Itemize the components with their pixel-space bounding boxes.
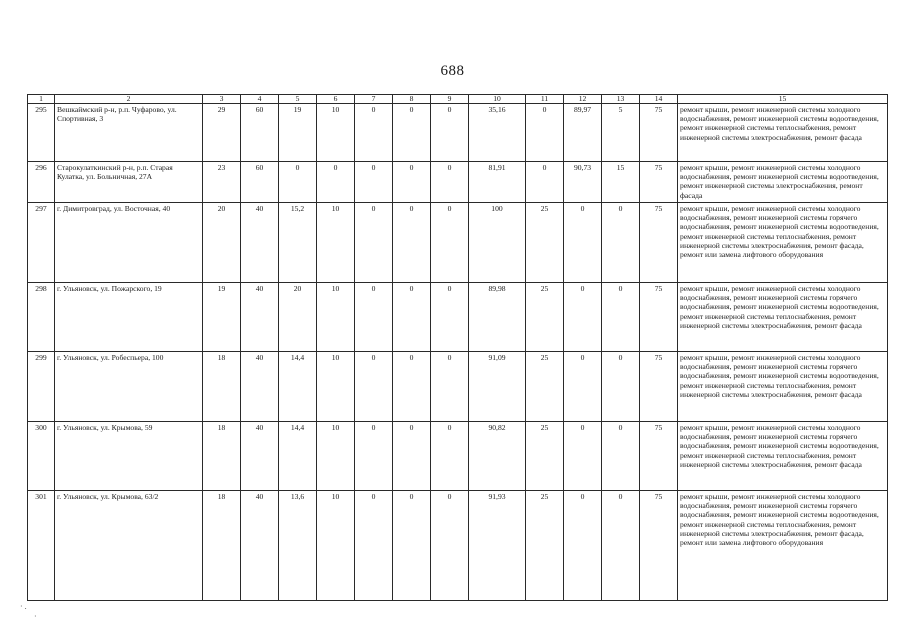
cell-col-8: 0 xyxy=(393,491,431,601)
cell-col-5: 20 xyxy=(279,283,317,352)
cell-work-types: ремонт крыши, ремонт инженерной системы холодного водоснабжения, ремонт инженерной системы горячего водоснабжения, ремонт инженерной системы водоотведения, ремонт инженерной системы теплоснабжения, ремонт инженерной системы электроснабжения, ремонт фасада, ремонт или замена лифтового оборудования xyxy=(678,203,888,283)
column-header-11: 11 xyxy=(526,95,564,104)
column-header-9: 9 xyxy=(431,95,469,104)
cell-row-number: 301 xyxy=(28,491,55,601)
cell-col-13: 15 xyxy=(602,162,640,203)
column-header-7: 7 xyxy=(355,95,393,104)
cell-address: г. Димитровград, ул. Восточная, 40 xyxy=(55,203,203,283)
column-header-5: 5 xyxy=(279,95,317,104)
cell-col-8: 0 xyxy=(393,422,431,491)
cell-col-7: 0 xyxy=(355,203,393,283)
cell-col-13: 0 xyxy=(602,283,640,352)
cell-col-3: 20 xyxy=(203,203,241,283)
cell-col-5: 13,6 xyxy=(279,491,317,601)
cell-col-9: 0 xyxy=(431,491,469,601)
cell-col-4: 40 xyxy=(241,422,279,491)
column-number-header-row xyxy=(28,95,888,104)
cell-col-8: 0 xyxy=(393,162,431,203)
cell-work-types: ремонт крыши, ремонт инженерной системы холодного водоснабжения, ремонт инженерной системы водоотведения, ремонт инженерной системы теплоснабжения, ремонт инженерной системы электроснабжения, ремонт фасада xyxy=(678,104,888,162)
cell-col-10: 35,16 xyxy=(469,104,526,162)
cell-col-5: 15,2 xyxy=(279,203,317,283)
column-header-10: 10 xyxy=(469,95,526,104)
cell-col-4: 40 xyxy=(241,491,279,601)
cell-col-5: 14,4 xyxy=(279,422,317,491)
cell-address: г. Ульяновск, ул. Робеспьера, 100 xyxy=(55,352,203,422)
cell-col-7: 0 xyxy=(355,422,393,491)
cell-col-12: 90,73 xyxy=(564,162,602,203)
cell-row-number: 300 xyxy=(28,422,55,491)
cell-row-number: 298 xyxy=(28,283,55,352)
cell-col-4: 40 xyxy=(241,352,279,422)
cell-col-6: 0 xyxy=(317,162,355,203)
cell-col-14: 75 xyxy=(640,283,678,352)
cell-col-5: 0 xyxy=(279,162,317,203)
table-row xyxy=(28,203,888,283)
cell-col-11: 0 xyxy=(526,162,564,203)
column-header-15: 15 xyxy=(678,95,888,104)
cell-col-7: 0 xyxy=(355,352,393,422)
cell-col-12: 0 xyxy=(564,203,602,283)
cell-col-7: 0 xyxy=(355,104,393,162)
cell-col-8: 0 xyxy=(393,283,431,352)
cell-col-8: 0 xyxy=(393,104,431,162)
cell-col-10: 91,93 xyxy=(469,491,526,601)
cell-col-11: 25 xyxy=(526,283,564,352)
column-header-12: 12 xyxy=(564,95,602,104)
cell-col-13: 0 xyxy=(602,203,640,283)
cell-row-number: 296 xyxy=(28,162,55,203)
cell-col-6: 10 xyxy=(317,352,355,422)
cell-col-12: 0 xyxy=(564,422,602,491)
cell-col-4: 60 xyxy=(241,104,279,162)
table-row xyxy=(28,162,888,203)
cell-col-9: 0 xyxy=(431,422,469,491)
cell-col-11: 25 xyxy=(526,491,564,601)
page-number: 688 xyxy=(440,63,465,79)
cell-address: г. Ульяновск, ул. Крымова, 63/2 xyxy=(55,491,203,601)
cell-col-9: 0 xyxy=(431,352,469,422)
repair-program-table xyxy=(27,94,888,601)
cell-col-9: 0 xyxy=(431,283,469,352)
cell-col-13: 0 xyxy=(602,422,640,491)
cell-col-12: 0 xyxy=(564,491,602,601)
cell-col-13: 0 xyxy=(602,491,640,601)
cell-work-types: ремонт крыши, ремонт инженерной системы холодного водоснабжения, ремонт инженерной системы горячего водоснабжения, ремонт инженерной системы водоотведения, ремонт инженерной системы теплоснабжения, ремонт инженерной системы электроснабжения, ремонт фасада xyxy=(678,422,888,491)
cell-col-6: 10 xyxy=(317,491,355,601)
cell-col-9: 0 xyxy=(431,203,469,283)
column-header-6: 6 xyxy=(317,95,355,104)
cell-col-10: 91,09 xyxy=(469,352,526,422)
cell-col-14: 75 xyxy=(640,352,678,422)
cell-col-4: 60 xyxy=(241,162,279,203)
cell-col-7: 0 xyxy=(355,283,393,352)
cell-col-14: 75 xyxy=(640,491,678,601)
cell-col-3: 18 xyxy=(203,491,241,601)
cell-col-3: 23 xyxy=(203,162,241,203)
column-header-8: 8 xyxy=(393,95,431,104)
column-header-3: 3 xyxy=(203,95,241,104)
column-header-14: 14 xyxy=(640,95,678,104)
cell-work-types: ремонт крыши, ремонт инженерной системы холодного водоснабжения, ремонт инженерной системы горячего водоснабжения, ремонт инженерной системы водоотведения, ремонт инженерной системы теплоснабжения, ремонт инженерной системы электроснабжения, ремонт фасада, ремонт или замена лифтового оборудования xyxy=(678,491,888,601)
scan-mark: · . xyxy=(20,602,27,611)
column-header-2: 2 xyxy=(55,95,203,104)
scan-mark: · xyxy=(34,612,37,621)
cell-col-6: 10 xyxy=(317,422,355,491)
cell-col-10: 90,82 xyxy=(469,422,526,491)
cell-address: г. Ульяновск, ул. Крымова, 59 xyxy=(55,422,203,491)
table-row xyxy=(28,352,888,422)
cell-col-5: 14,4 xyxy=(279,352,317,422)
cell-col-11: 25 xyxy=(526,422,564,491)
table-row xyxy=(28,422,888,491)
table-row xyxy=(28,491,888,601)
cell-col-8: 0 xyxy=(393,203,431,283)
cell-row-number: 299 xyxy=(28,352,55,422)
cell-col-3: 29 xyxy=(203,104,241,162)
cell-col-14: 75 xyxy=(640,422,678,491)
cell-col-14: 75 xyxy=(640,162,678,203)
column-header-1: 1 xyxy=(28,95,55,104)
cell-work-types: ремонт крыши, ремонт инженерной системы холодного водоснабжения, ремонт инженерной системы водоотведения, ремонт инженерной системы электроснабжения, ремонт фасада xyxy=(678,162,888,203)
cell-col-10: 89,98 xyxy=(469,283,526,352)
cell-row-number: 295 xyxy=(28,104,55,162)
cell-col-13: 5 xyxy=(602,104,640,162)
cell-col-3: 18 xyxy=(203,422,241,491)
cell-col-11: 0 xyxy=(526,104,564,162)
cell-col-8: 0 xyxy=(393,352,431,422)
cell-col-9: 0 xyxy=(431,104,469,162)
cell-col-6: 10 xyxy=(317,203,355,283)
cell-address: г. Ульяновск, ул. Пожарского, 19 xyxy=(55,283,203,352)
cell-col-7: 0 xyxy=(355,162,393,203)
cell-col-4: 40 xyxy=(241,283,279,352)
cell-address: Старокулаткинский р-н, р.п. Старая Кулатка, ул. Больничная, 27А xyxy=(55,162,203,203)
cell-col-14: 75 xyxy=(640,203,678,283)
table-row xyxy=(28,104,888,162)
cell-col-3: 18 xyxy=(203,352,241,422)
cell-col-7: 0 xyxy=(355,491,393,601)
cell-work-types: ремонт крыши, ремонт инженерной системы холодного водоснабжения, ремонт инженерной системы горячего водоснабжения, ремонт инженерной системы водоотведения, ремонт инженерной системы теплоснабжения, ремонт инженерной системы электроснабжения, ремонт фасада xyxy=(678,283,888,352)
cell-work-types: ремонт крыши, ремонт инженерной системы холодного водоснабжения, ремонт инженерной системы горячего водоснабжения, ремонт инженерной системы водоотведения, ремонт инженерной системы теплоснабжения, ремонт инженерной системы электроснабжения, ремонт фасада xyxy=(678,352,888,422)
cell-col-10: 100 xyxy=(469,203,526,283)
cell-col-12: 0 xyxy=(564,352,602,422)
cell-address: Вешкаймский р-н, р.п. Чуфарово, ул. Спортивная, 3 xyxy=(55,104,203,162)
cell-col-4: 40 xyxy=(241,203,279,283)
table-row xyxy=(28,283,888,352)
cell-col-6: 10 xyxy=(317,104,355,162)
column-header-13: 13 xyxy=(602,95,640,104)
cell-col-11: 25 xyxy=(526,352,564,422)
cell-col-10: 81,91 xyxy=(469,162,526,203)
cell-col-9: 0 xyxy=(431,162,469,203)
column-header-4: 4 xyxy=(241,95,279,104)
cell-row-number: 297 xyxy=(28,203,55,283)
cell-col-6: 10 xyxy=(317,283,355,352)
cell-col-13: 0 xyxy=(602,352,640,422)
cell-col-14: 75 xyxy=(640,104,678,162)
cell-col-12: 89,97 xyxy=(564,104,602,162)
cell-col-3: 19 xyxy=(203,283,241,352)
cell-col-11: 25 xyxy=(526,203,564,283)
cell-col-12: 0 xyxy=(564,283,602,352)
cell-col-5: 19 xyxy=(279,104,317,162)
